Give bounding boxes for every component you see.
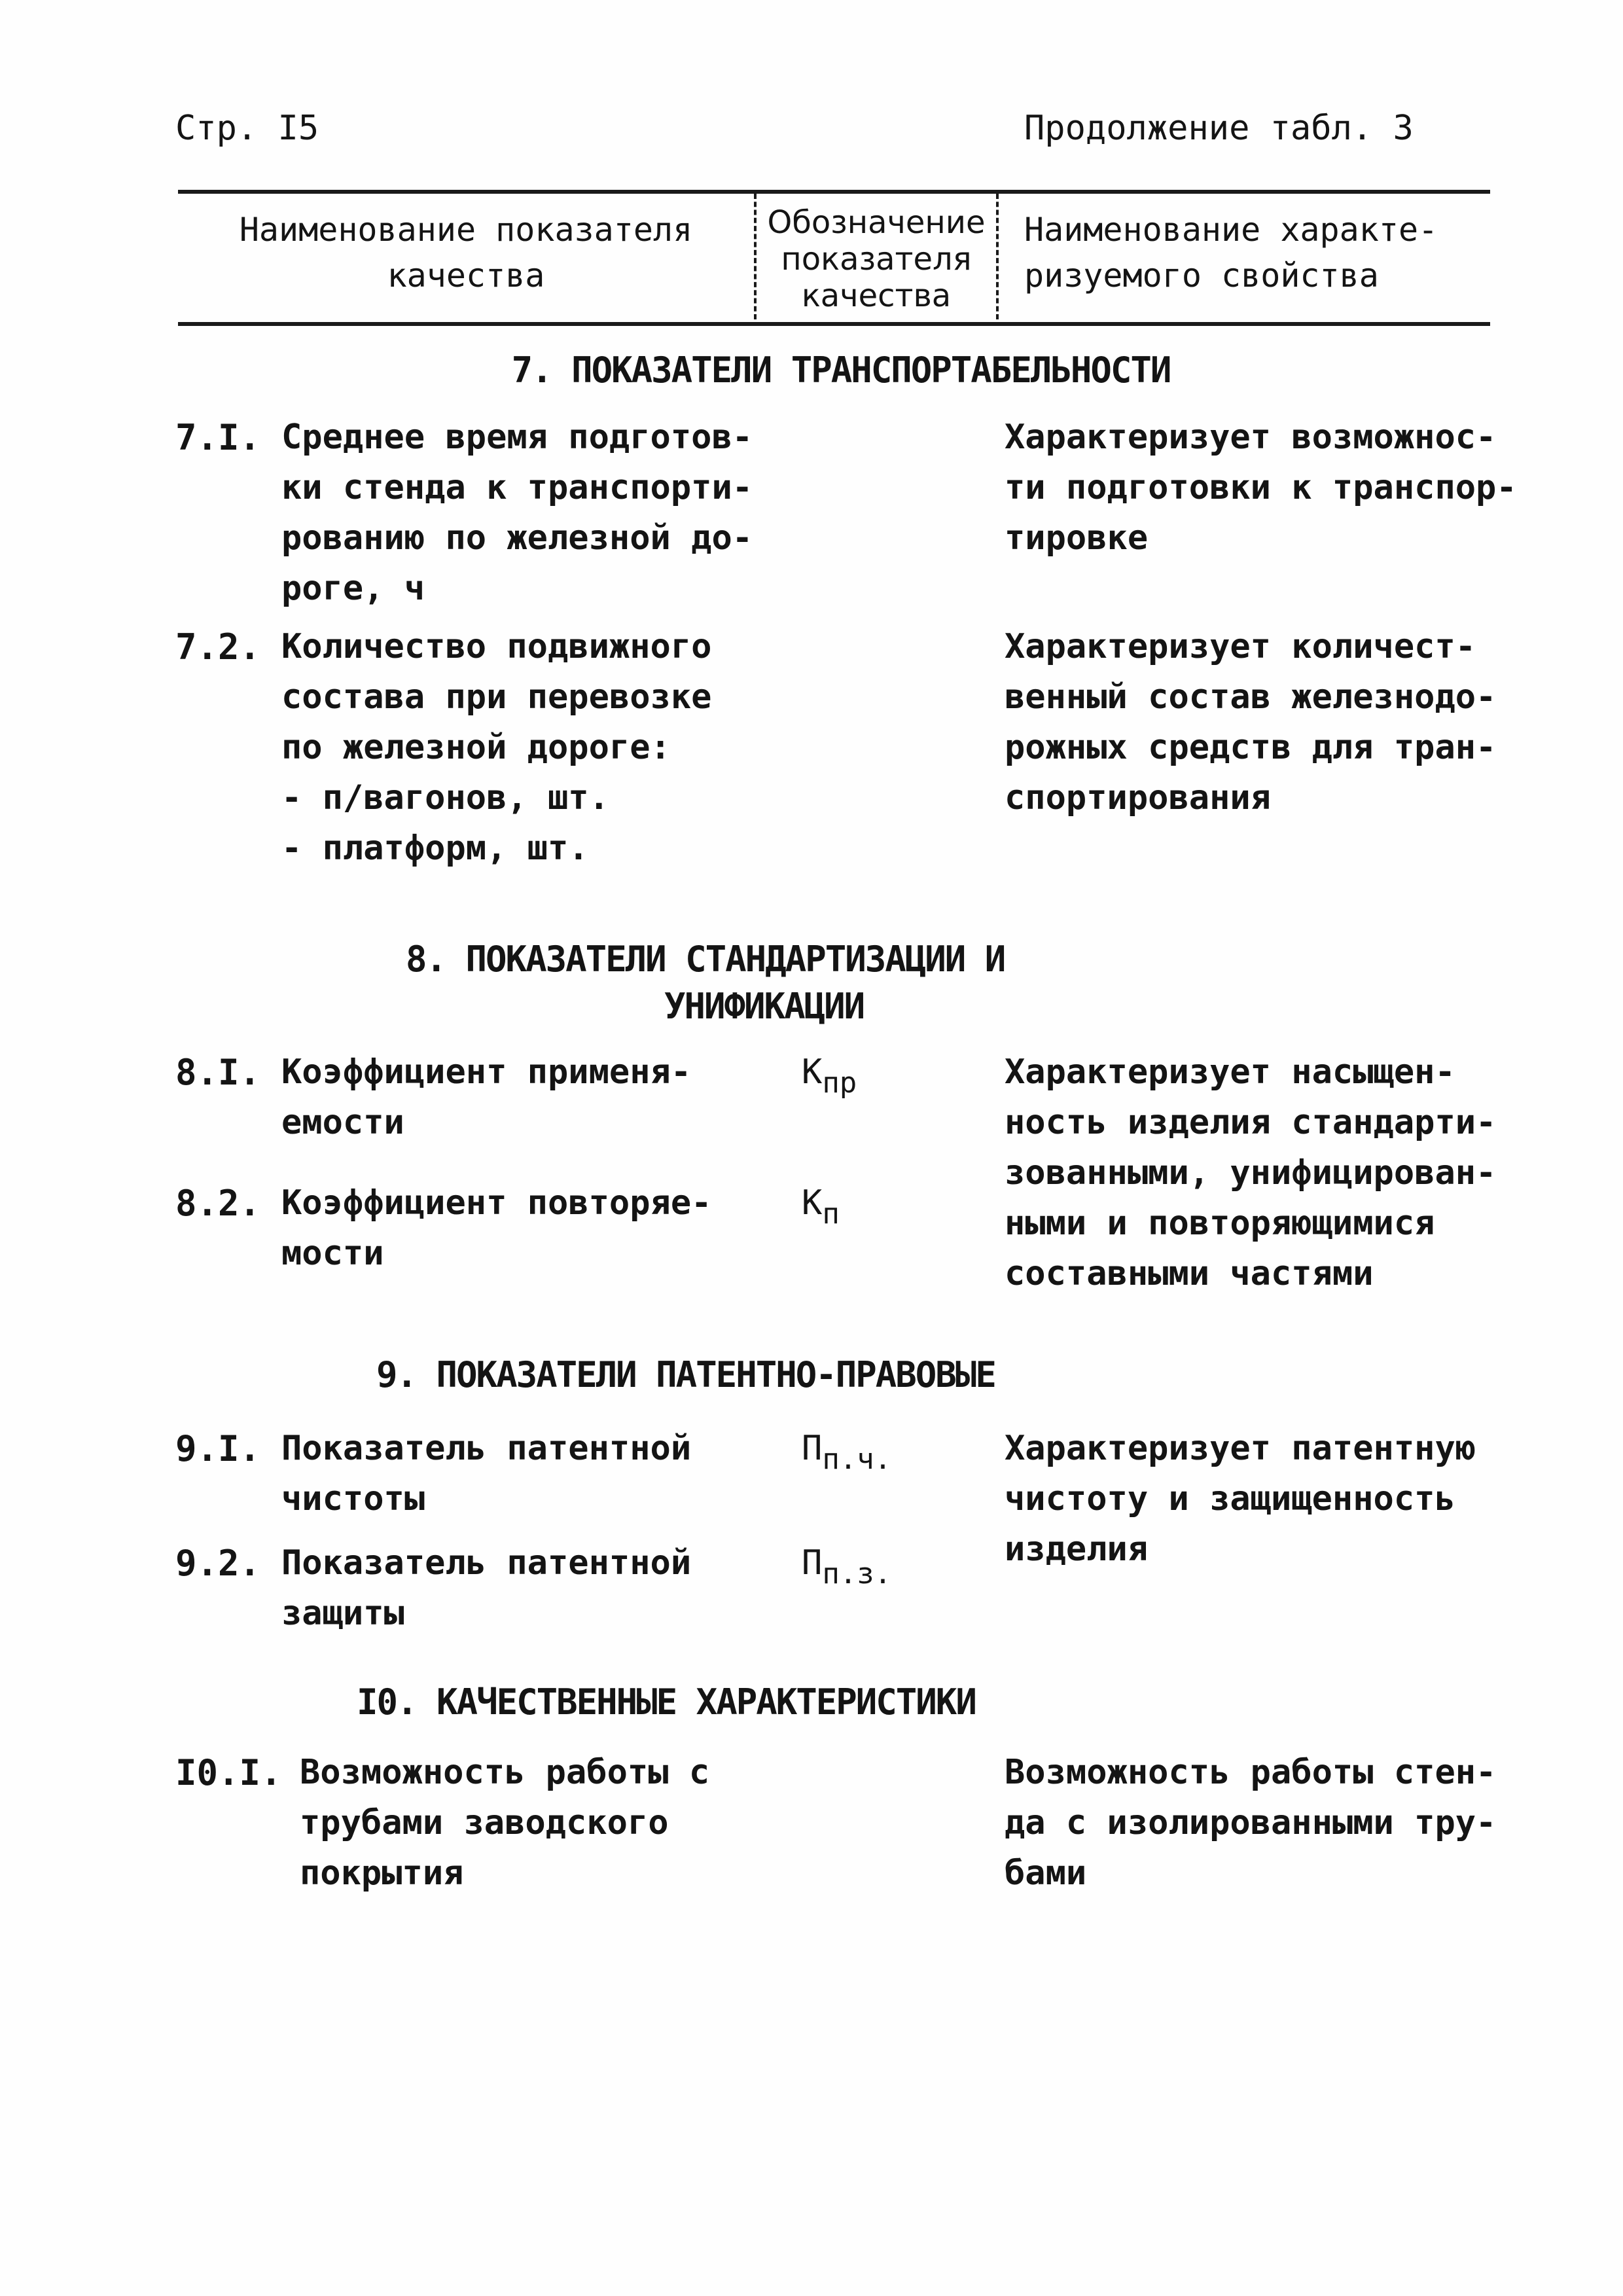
page-number: Стр. I5	[175, 109, 319, 148]
row-number: 8.2.	[175, 1183, 261, 1224]
header-divider-2	[996, 194, 999, 319]
row-indicator-name: Возможность работы с трубами заводского покрытия	[300, 1753, 710, 1893]
row-property-description: Возможность работы стен- да с изолированными тру- бами	[1005, 1753, 1497, 1893]
row-property-description: Характеризует возможнос- ти подготовки к транспор- тировке	[1005, 418, 1517, 558]
row-number: 9.I.	[175, 1428, 261, 1469]
row-property-description: Характеризует патентную чистоту и защищенность изделия	[1005, 1429, 1476, 1569]
row-symbol-subscript: п.ч.	[822, 1443, 892, 1476]
row-symbol: $К_п$	[802, 1183, 840, 1230]
header-top-rule	[178, 190, 1490, 194]
row-symbol: $П_{п.ч.}$	[802, 1429, 892, 1476]
section-title: I0. КАЧЕСТВЕННЫЕ ХАРАКТЕРИСТИКИ	[357, 1681, 976, 1723]
header-col-name: Наименование показателя качества	[239, 211, 693, 295]
row-indicator-name: Показатель патентной защиты	[281, 1543, 692, 1633]
row-indicator-name: Количество подвижного состава при перевозке по железной дороге: - п/вагонов, шт. - платформ, шт.	[281, 627, 712, 868]
section-title: 9. ПОКАЗАТЕЛИ ПАТЕНТНО-ПРАВОВЫЕ	[376, 1354, 995, 1395]
row-number: 9.2.	[175, 1543, 261, 1584]
row-symbol: $П_{п.з.}$	[802, 1543, 892, 1590]
row-property-description: Характеризует количест- венный состав железнодо- рожных средств для тран- спортирования	[1005, 627, 1497, 817]
row-indicator-name: Коэффициент повторяе- мости	[281, 1183, 712, 1273]
section-title: 8. ПОКАЗАТЕЛИ СТАНДАРТИЗАЦИИ И УНИФИКАЦИИ	[406, 939, 1005, 1027]
row-indicator-name: Показатель патентной чистоты	[281, 1429, 692, 1518]
row-indicator-name: Среднее время подготов- ки стенда к транспорти- рованию по железной до- роге, ч	[281, 418, 753, 608]
section-title: 7. ПОКАЗАТЕЛИ ТРАНСПОРТАБЕЛЬНОСТИ	[511, 350, 1171, 391]
row-number: 8.I.	[175, 1052, 261, 1093]
row-symbol-subscript: п.з.	[822, 1557, 892, 1590]
table-continuation-label: Продолжение табл. 3	[1024, 109, 1414, 148]
row-symbol-subscript: пр	[822, 1066, 857, 1100]
row-symbol-subscript: п	[822, 1197, 840, 1230]
row-number: 7.2.	[175, 626, 261, 668]
header-bottom-rule	[178, 322, 1490, 326]
row-symbol: $К_{пр}$	[802, 1052, 857, 1100]
header-col-symbol: Обозначение показателя качества	[767, 204, 986, 314]
row-indicator-name: Коэффициент применя- емости	[281, 1052, 692, 1142]
row-number: I0.I.	[175, 1752, 282, 1793]
row-property-description: Характеризует насыщен- ность изделия стандарти- зованными, унифицирован- ными и повторяющимися составными частями	[1005, 1052, 1497, 1293]
row-number: 7.I.	[175, 417, 261, 458]
header-col-property: Наименование характе- ризуемого свойства	[1024, 211, 1438, 295]
